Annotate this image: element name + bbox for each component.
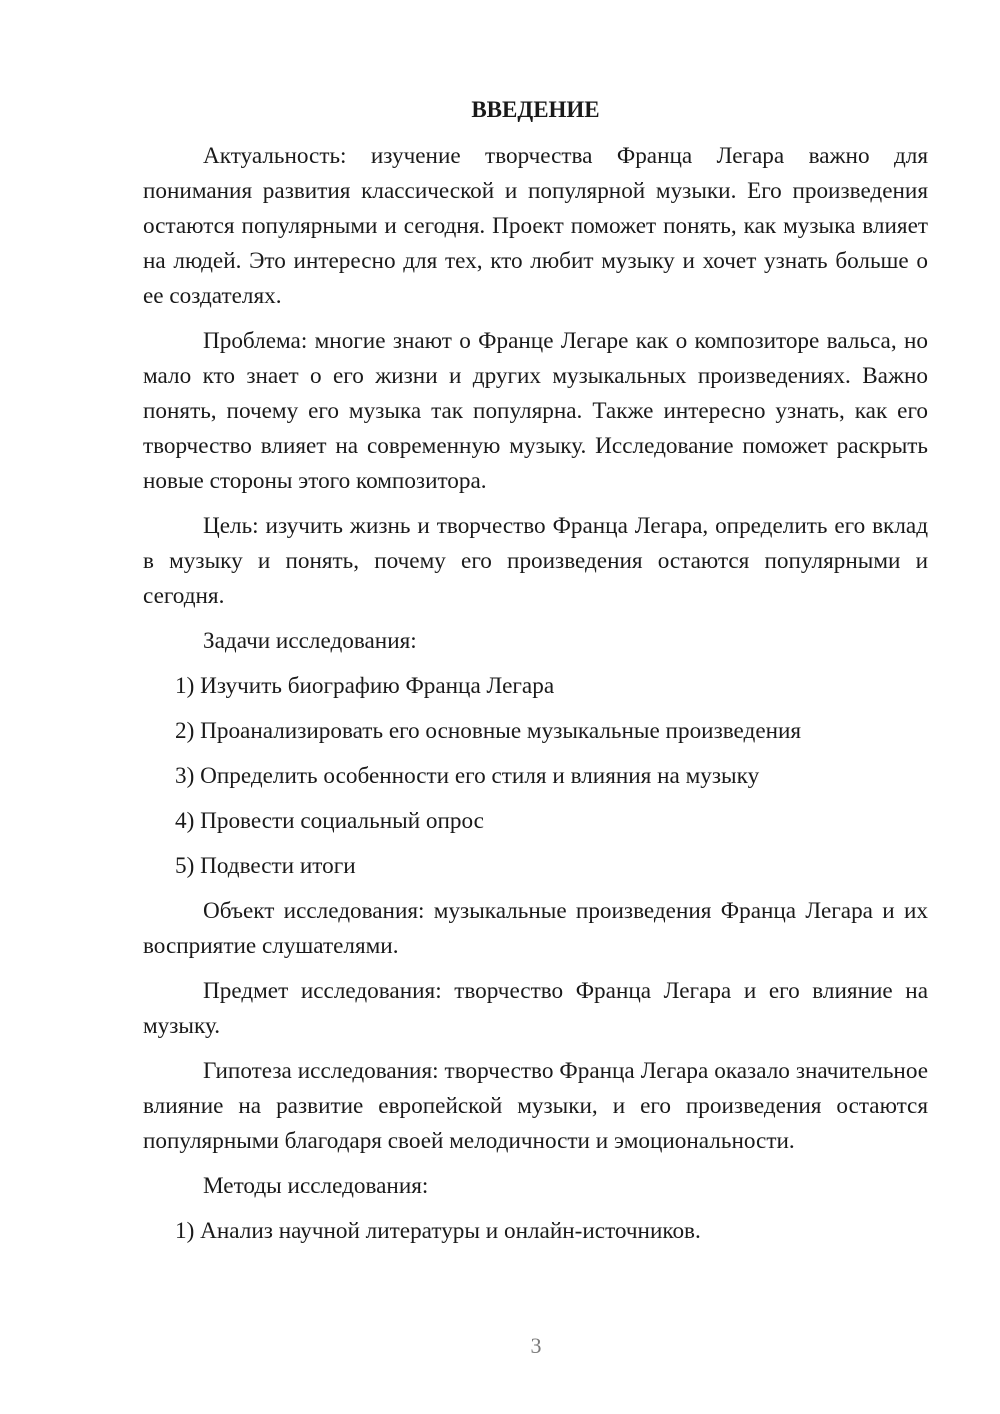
tasks-label: Задачи исследования: bbox=[203, 628, 417, 654]
page-title: ВВЕДЕНИЕ bbox=[471, 97, 600, 122]
object-paragraph: Объект исследования: музыкальные произведения Франца Легара и их восприятие слушателями. bbox=[143, 898, 928, 959]
hypothesis-paragraph: Гипотеза исследования: творчество Франца Легара оказало значительное влияние на развитие европейской музыки, и его произведения остаются популярными благодаря своей мелодичности и эмоциональности. bbox=[143, 1058, 928, 1154]
tasks-list bbox=[143, 669, 928, 884]
problem-paragraph: Проблема: многие знают о Франце Легаре как о композиторе вальса, но мало кто знает о его жизни и других музыкальных произведениях. Важно понять, почему его музыка так популярна. Также интересно узнать, как его творчество влияет на современную музыку. Исследование поможет раскрыть новые стороны этого композитора. bbox=[143, 328, 928, 494]
list-item: 4) Провести социальный опрос bbox=[175, 808, 484, 834]
methods-list bbox=[143, 1214, 928, 1249]
methods-label: Методы исследования: bbox=[203, 1173, 429, 1199]
relevance-paragraph: Актуальность: изучение творчества Франца Легара важно для понимания развития классической и популярной музыки. Его произведения остаются популярными и сегодня. Проект поможет понять, как музыка влияет на людей. Это интересно для тех, кто любит музыку и хочет узнать больше о ее создателях. bbox=[143, 143, 928, 309]
page-content bbox=[143, 93, 928, 1259]
subject-paragraph: Предмет исследования: творчество Франца Легара и его влияние на музыку. bbox=[143, 978, 928, 1039]
list-item: 1) Изучить биографию Франца Легара bbox=[175, 673, 555, 699]
list-item: 5) Подвести итоги bbox=[175, 853, 356, 879]
list-item: 2) Проанализировать его основные музыкальные произведения bbox=[175, 718, 802, 744]
goal-paragraph: Цель: изучить жизнь и творчество Франца Легара, определить его вклад в музыку и понять, почему его произведения остаются популярными и сегодня. bbox=[143, 513, 928, 609]
list-item: 3) Определить особенности его стиля и влияния на музыку bbox=[175, 763, 760, 789]
page-number: 3 bbox=[530, 1333, 542, 1358]
list-item: 1) Анализ научной литературы и онлайн-источников. bbox=[175, 1218, 701, 1244]
